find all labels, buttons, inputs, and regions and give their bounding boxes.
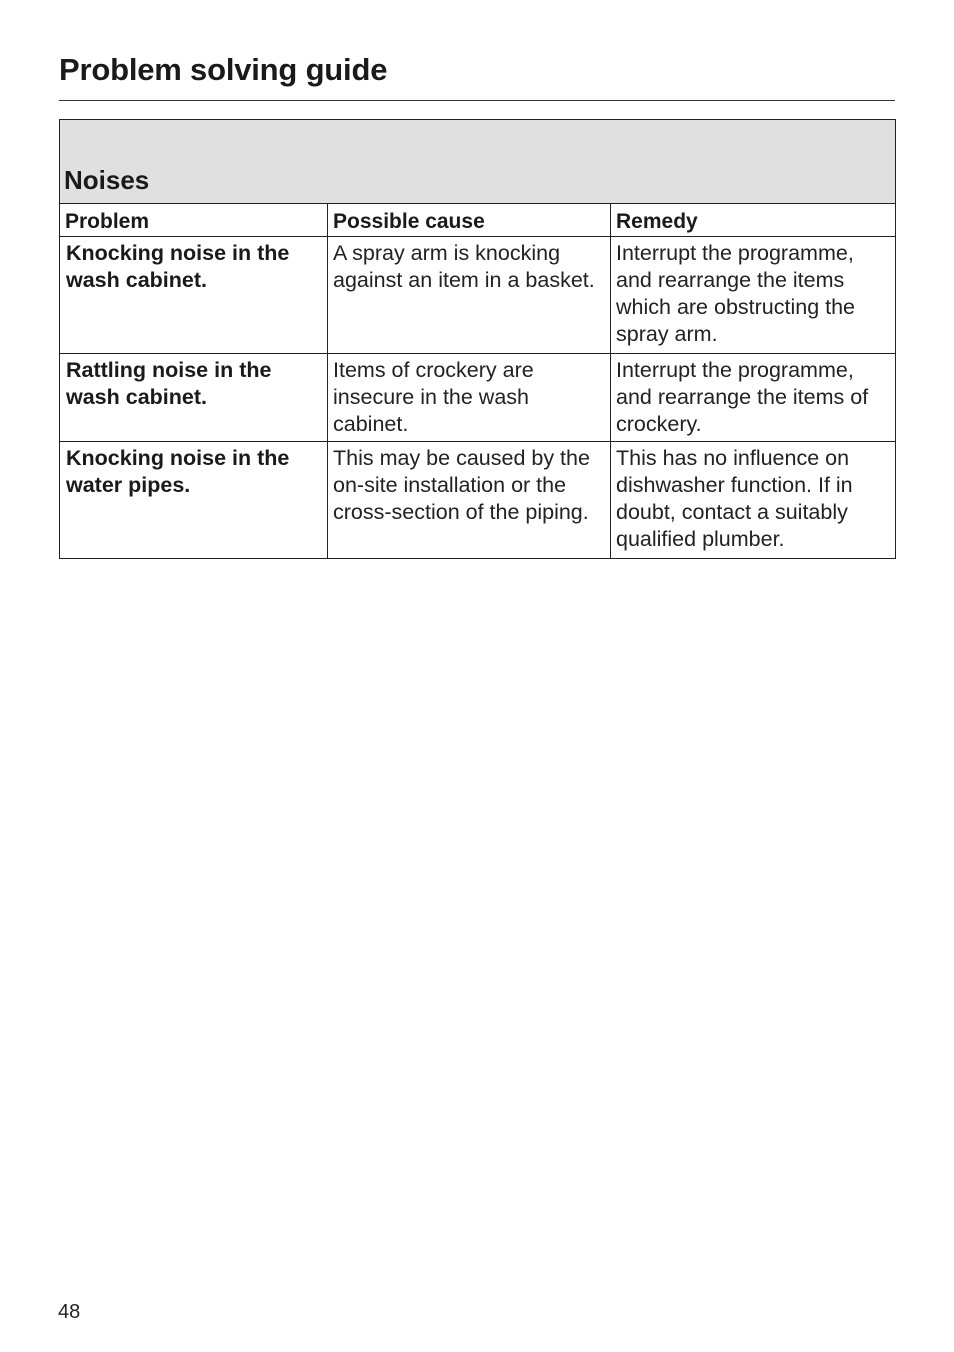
column-header-remedy: Remedy bbox=[611, 204, 896, 237]
problem-cell: Rattling noise in the wash cabinet. bbox=[60, 354, 328, 442]
cause-cell: Items of crockery are insecure in the wash cabinet. bbox=[328, 354, 611, 442]
remedy-cell: This has no influence on dishwasher function. If in doubt, contact a suitably qualified plumber. bbox=[611, 442, 896, 559]
problem-cell: Knocking noise in the wash cabinet. bbox=[60, 237, 328, 354]
remedy-cell: Interrupt the programme, and rearrange the items which are obstructing the spray arm. bbox=[611, 237, 896, 354]
section-header-row bbox=[60, 120, 896, 204]
page-number: 48 bbox=[58, 1301, 81, 1323]
cause-cell: This may be caused by the on-site installation or the cross-section of the piping. bbox=[328, 442, 611, 559]
column-header-cause: Possible cause bbox=[328, 204, 611, 237]
section-header-cell bbox=[60, 120, 896, 204]
title-divider bbox=[59, 100, 895, 101]
remedy-cell: Interrupt the programme, and rearrange the items of crockery. bbox=[611, 354, 896, 442]
table-row bbox=[60, 237, 896, 354]
table-row bbox=[60, 354, 896, 442]
page-title: Problem solving guide bbox=[59, 52, 388, 87]
noises-table bbox=[59, 119, 896, 559]
column-header-row bbox=[60, 204, 896, 237]
column-header-problem: Problem bbox=[60, 204, 328, 237]
problem-cell: Knocking noise in the water pipes. bbox=[60, 442, 328, 559]
table-row bbox=[60, 442, 896, 559]
section-title: Noises bbox=[64, 165, 150, 195]
cause-cell: A spray arm is knocking against an item in a basket. bbox=[328, 237, 611, 354]
